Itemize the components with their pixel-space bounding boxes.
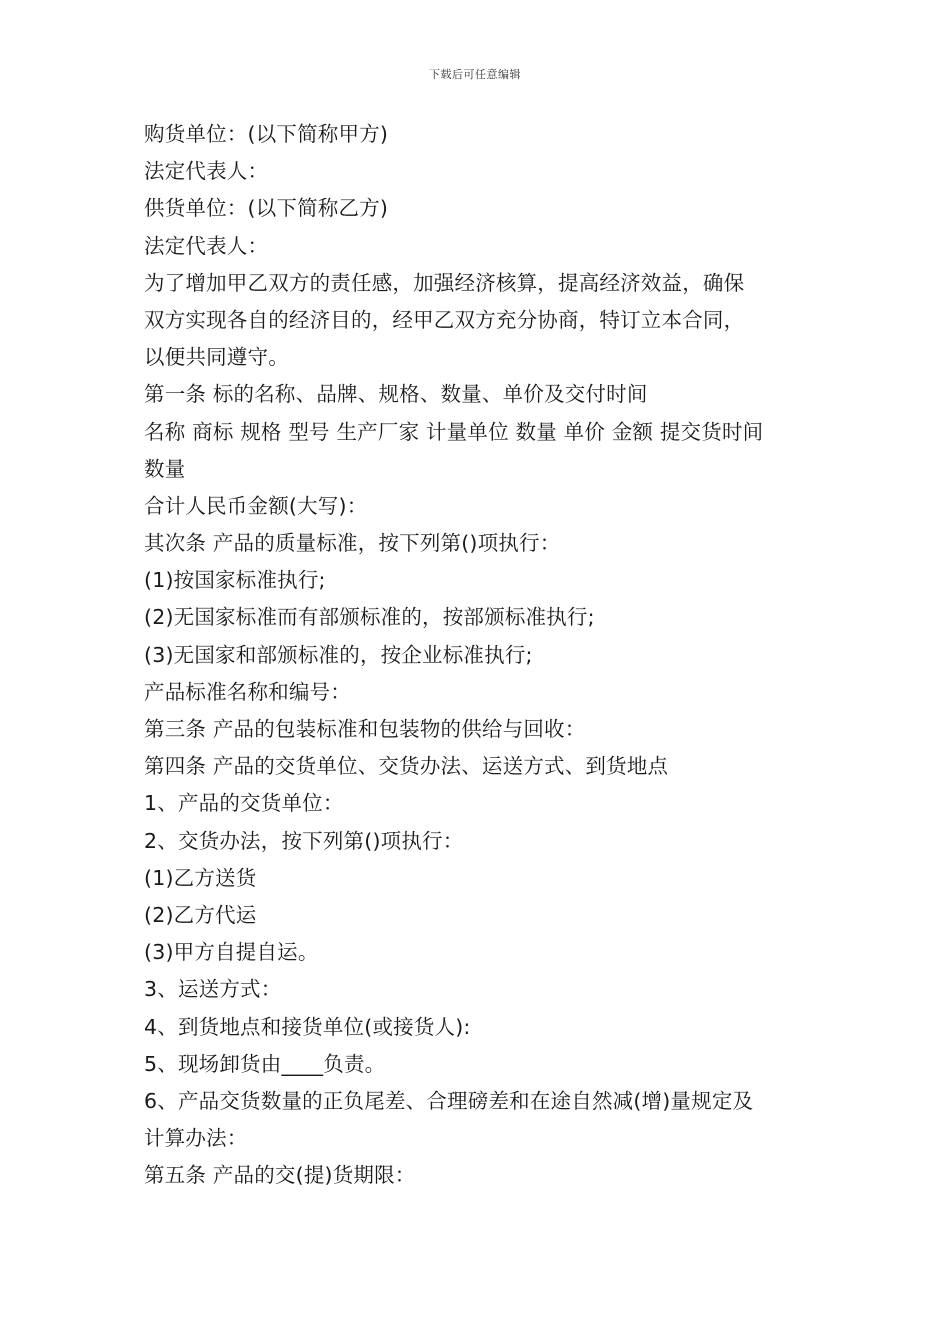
supplier-line: 供货单位：(以下简称乙方) [144,196,389,221]
preamble-line-2: 双方实现各自的经济目的，经甲乙双方充分协商，特订立本合同， [144,307,745,332]
buyer-line: 购货单位：(以下简称甲方) [144,122,389,146]
article-4-heading: 第四条 产品的交货单位、交货办法、运送方式、到货地点 [144,754,669,779]
article-2-item-1: (1)按国家标准执行; [144,568,326,593]
header-note: 下载后可任意编辑 [429,68,521,81]
buyer-representative-line: 法定代表人： [144,159,269,184]
delivery-option-1: (1)乙方送货 [144,865,257,890]
article-4-item-3: 3、运送方式： [144,977,282,1002]
article-4-item-2: 2、交货办法，按下列第()项执行： [144,828,464,853]
article-2-item-2: (2)无国家标准而有部颁标准的，按部颁标准执行; [144,605,595,630]
supplier-representative-line: 法定代表人： [144,233,269,258]
article-2-item-3: (3)无国家和部颁标准的，按企业标准执行; [144,642,533,667]
article-1-heading: 第一条 标的名称、品牌、规格、数量、单价及交付时间 [144,382,648,407]
delivery-option-2: (2)乙方代运 [144,902,257,927]
article-3-heading: 第三条 产品的包装标准和包装物的供给与回收： [144,717,586,741]
total-amount-line: 合计人民币金额(大写)： [144,493,368,518]
delivery-option-3: (3)甲方自提自运。 [144,940,319,965]
article-4-item-1: 1、产品的交货单位： [144,791,344,816]
article-1-columns: 名称 商标 规格 型号 生产厂家 计量单位 数量 单价 金额 提交货时间 [144,419,764,444]
standard-name-line: 产品标准名称和编号： [144,679,351,704]
article-4-item-6-cont: 计算办法： [144,1126,248,1151]
document-body [144,116,816,1194]
article-5-heading: 第五条 产品的交(提)货期限： [144,1163,416,1188]
preamble-line-3: 以便共同遵守。 [144,345,289,370]
article-4-item-6: 6、产品交货数量的正负尾差、合理磅差和在途自然减(增)量规定及 [144,1088,754,1113]
article-4-item-5: 5、现场卸货由____负责。 [144,1051,386,1076]
article-1-columns-cont: 数量 [144,456,186,481]
article-4-item-4: 4、到货地点和接货单位(或接货人): [144,1014,471,1039]
preamble-line-1: 为了增加甲乙双方的责任感，加强经济核算，提高经济效益，确保 [144,270,745,295]
article-2-heading: 其次条 产品的质量标准，按下列第()项执行： [144,531,561,556]
